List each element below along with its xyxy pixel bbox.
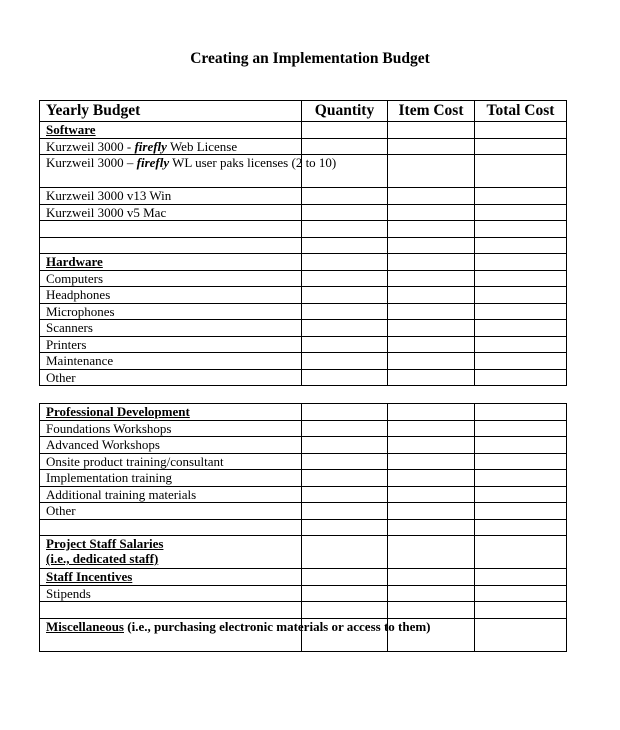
- table-row: [40, 585, 567, 602]
- table-row: [40, 569, 567, 586]
- section-header-staff-incentives: Staff Incentives: [40, 569, 302, 586]
- table-row: [40, 287, 567, 304]
- item-cost-cell[interactable]: [388, 138, 475, 155]
- table-row: [40, 503, 567, 520]
- brand-text: firefly: [136, 155, 170, 170]
- quantity-cell[interactable]: [302, 254, 388, 271]
- total-cost-cell[interactable]: [475, 420, 567, 437]
- quantity-cell[interactable]: [302, 503, 388, 520]
- hardware-item: Computers: [40, 270, 302, 287]
- blank-cell[interactable]: [40, 221, 302, 238]
- item-cost-cell[interactable]: [388, 155, 475, 188]
- development-item: Additional training materials: [40, 486, 302, 503]
- total-cost-cell[interactable]: [475, 486, 567, 503]
- blank-cell[interactable]: [40, 519, 302, 536]
- total-cost-cell[interactable]: [475, 138, 567, 155]
- total-cost-cell[interactable]: [475, 320, 567, 337]
- quantity-cell[interactable]: [302, 585, 388, 602]
- section-header-project-staff-salaries: [40, 536, 302, 569]
- total-cost-cell[interactable]: [475, 404, 567, 421]
- total-cost-cell[interactable]: [475, 270, 567, 287]
- quantity-cell[interactable]: [302, 303, 388, 320]
- quantity-cell[interactable]: [302, 536, 388, 569]
- table-row: [40, 519, 567, 536]
- quantity-cell[interactable]: [302, 404, 388, 421]
- table-row: [40, 470, 567, 487]
- incentive-item: Stipends: [40, 585, 302, 602]
- item-cost-cell[interactable]: [388, 270, 475, 287]
- table-header-row: [40, 101, 567, 122]
- development-item: Implementation training: [40, 470, 302, 487]
- section-header-miscellaneous: [40, 618, 431, 651]
- column-header-total-cost: Total Cost: [475, 101, 567, 122]
- hardware-item: Maintenance: [40, 353, 302, 370]
- item-cost-cell[interactable]: [388, 602, 475, 619]
- total-cost-cell[interactable]: [475, 618, 567, 651]
- section-header-hardware: Hardware: [40, 254, 302, 271]
- table-row: [40, 486, 567, 503]
- item-cost-cell[interactable]: [388, 369, 475, 386]
- section-header-professional-development: Professional Development: [40, 404, 302, 421]
- table-row: [40, 404, 567, 421]
- table-row: [40, 336, 567, 353]
- total-cost-cell[interactable]: [475, 204, 567, 221]
- item-cost-cell[interactable]: [388, 254, 475, 271]
- budget-table-software-hardware: [39, 100, 567, 386]
- quantity-cell[interactable]: [302, 221, 388, 238]
- table-row: [40, 353, 567, 370]
- hardware-item: Printers: [40, 336, 302, 353]
- section-description: (i.e., purchasing electronic materials or access to them): [124, 618, 431, 634]
- blank-cell[interactable]: [40, 602, 302, 619]
- table-row: [40, 188, 567, 205]
- quantity-cell[interactable]: [302, 602, 388, 619]
- quantity-cell[interactable]: [302, 320, 388, 337]
- item-cost-cell[interactable]: [388, 188, 475, 205]
- table-row: [40, 122, 567, 139]
- total-cost-cell[interactable]: [475, 453, 567, 470]
- item-cost-cell[interactable]: [388, 237, 475, 254]
- total-cost-cell[interactable]: [475, 336, 567, 353]
- total-cost-cell[interactable]: [475, 503, 567, 520]
- total-cost-cell[interactable]: [475, 237, 567, 254]
- item-cost-cell[interactable]: [388, 486, 475, 503]
- budget-table-development-misc: [39, 403, 567, 652]
- item-text: WL user paks licenses (2 to 10): [169, 155, 337, 170]
- item-text: Kurzweil 3000 –: [46, 155, 137, 170]
- total-cost-cell[interactable]: [475, 353, 567, 370]
- table-row: [40, 303, 567, 320]
- table-row: [40, 618, 567, 651]
- item-text: Kurzweil 3000 -: [46, 138, 135, 154]
- blank-cell[interactable]: [40, 237, 302, 254]
- item-cost-cell[interactable]: [388, 519, 475, 536]
- total-cost-cell[interactable]: [475, 602, 567, 619]
- table-row: [40, 320, 567, 337]
- total-cost-cell[interactable]: [475, 585, 567, 602]
- item-cost-cell[interactable]: [388, 320, 475, 337]
- development-item: Foundations Workshops: [40, 420, 302, 437]
- total-cost-cell[interactable]: [475, 519, 567, 536]
- column-header-item-cost: Item Cost: [388, 101, 475, 122]
- section-subtitle: (i.e., dedicated staff): [46, 551, 159, 566]
- quantity-cell[interactable]: [302, 519, 388, 536]
- quantity-cell[interactable]: [302, 486, 388, 503]
- item-cost-cell[interactable]: [388, 353, 475, 370]
- total-cost-cell[interactable]: [475, 303, 567, 320]
- page-title: Creating an Implementation Budget: [190, 50, 430, 67]
- table-row: [40, 453, 567, 470]
- total-cost-cell[interactable]: [475, 437, 567, 454]
- quantity-cell[interactable]: [302, 270, 388, 287]
- quantity-cell[interactable]: [302, 470, 388, 487]
- development-item: Other: [40, 503, 302, 520]
- quantity-cell[interactable]: [302, 420, 388, 437]
- table-row: [40, 254, 567, 271]
- software-item-v5-mac: Kurzweil 3000 v5 Mac: [40, 204, 302, 221]
- total-cost-cell[interactable]: [475, 155, 567, 188]
- total-cost-cell[interactable]: [475, 221, 567, 238]
- total-cost-cell[interactable]: [475, 188, 567, 205]
- item-cost-cell[interactable]: [388, 569, 475, 586]
- item-cost-cell[interactable]: [388, 204, 475, 221]
- quantity-cell[interactable]: [302, 569, 388, 586]
- table-row: [40, 138, 567, 155]
- quantity-cell[interactable]: [302, 453, 388, 470]
- table-row: [40, 420, 567, 437]
- section-header-software: Software: [40, 122, 302, 139]
- total-cost-cell[interactable]: [475, 569, 567, 586]
- total-cost-cell[interactable]: [475, 287, 567, 304]
- section-title: Miscellaneous: [46, 618, 124, 634]
- item-cost-cell[interactable]: [388, 420, 475, 437]
- table-row: [40, 221, 567, 238]
- item-cost-cell[interactable]: [388, 221, 475, 238]
- table-row: [40, 437, 567, 454]
- quantity-cell[interactable]: [302, 336, 388, 353]
- table-row: [40, 204, 567, 221]
- table-row: [40, 237, 567, 254]
- quantity-cell[interactable]: [302, 138, 388, 155]
- item-cost-cell[interactable]: [388, 336, 475, 353]
- total-cost-cell[interactable]: [475, 369, 567, 386]
- item-cost-cell[interactable]: [388, 437, 475, 454]
- table-row: [40, 270, 567, 287]
- item-cost-cell[interactable]: [388, 122, 475, 139]
- quantity-cell[interactable]: [302, 287, 388, 304]
- column-header-yearly-budget: Yearly Budget: [40, 101, 302, 122]
- item-cost-cell[interactable]: [388, 585, 475, 602]
- section-title: Project Staff Salaries: [46, 536, 164, 551]
- item-cost-cell[interactable]: [388, 453, 475, 470]
- total-cost-cell[interactable]: [475, 536, 567, 569]
- brand-text: firefly: [134, 138, 167, 154]
- quantity-cell[interactable]: [302, 237, 388, 254]
- table-row: [40, 602, 567, 619]
- total-cost-cell[interactable]: [475, 254, 567, 271]
- item-cost-cell[interactable]: [388, 470, 475, 487]
- software-item-web-license: [40, 138, 302, 155]
- table-row: [40, 155, 567, 188]
- software-item-v13-win: Kurzweil 3000 v13 Win: [40, 188, 302, 205]
- item-cost-cell[interactable]: [388, 503, 475, 520]
- item-cost-cell[interactable]: [388, 404, 475, 421]
- column-header-quantity: Quantity: [302, 101, 388, 122]
- quantity-cell[interactable]: [302, 122, 388, 139]
- software-item-user-paks: [40, 155, 337, 188]
- item-cost-cell[interactable]: [388, 287, 475, 304]
- hardware-item: Scanners: [40, 320, 302, 337]
- hardware-item: Other: [40, 369, 302, 386]
- item-text: Web License: [166, 138, 238, 154]
- total-cost-cell[interactable]: [475, 122, 567, 139]
- table-row: [40, 536, 567, 569]
- quantity-cell[interactable]: [302, 204, 388, 221]
- quantity-cell[interactable]: [302, 369, 388, 386]
- quantity-cell[interactable]: [302, 188, 388, 205]
- item-cost-cell[interactable]: [388, 303, 475, 320]
- quantity-cell[interactable]: [302, 437, 388, 454]
- item-cost-cell[interactable]: [388, 536, 475, 569]
- hardware-item: Microphones: [40, 303, 302, 320]
- development-item: Onsite product training/consultant: [40, 453, 302, 470]
- quantity-cell[interactable]: [302, 353, 388, 370]
- development-item: Advanced Workshops: [40, 437, 302, 454]
- total-cost-cell[interactable]: [475, 470, 567, 487]
- hardware-item: Headphones: [40, 287, 302, 304]
- table-row: [40, 369, 567, 386]
